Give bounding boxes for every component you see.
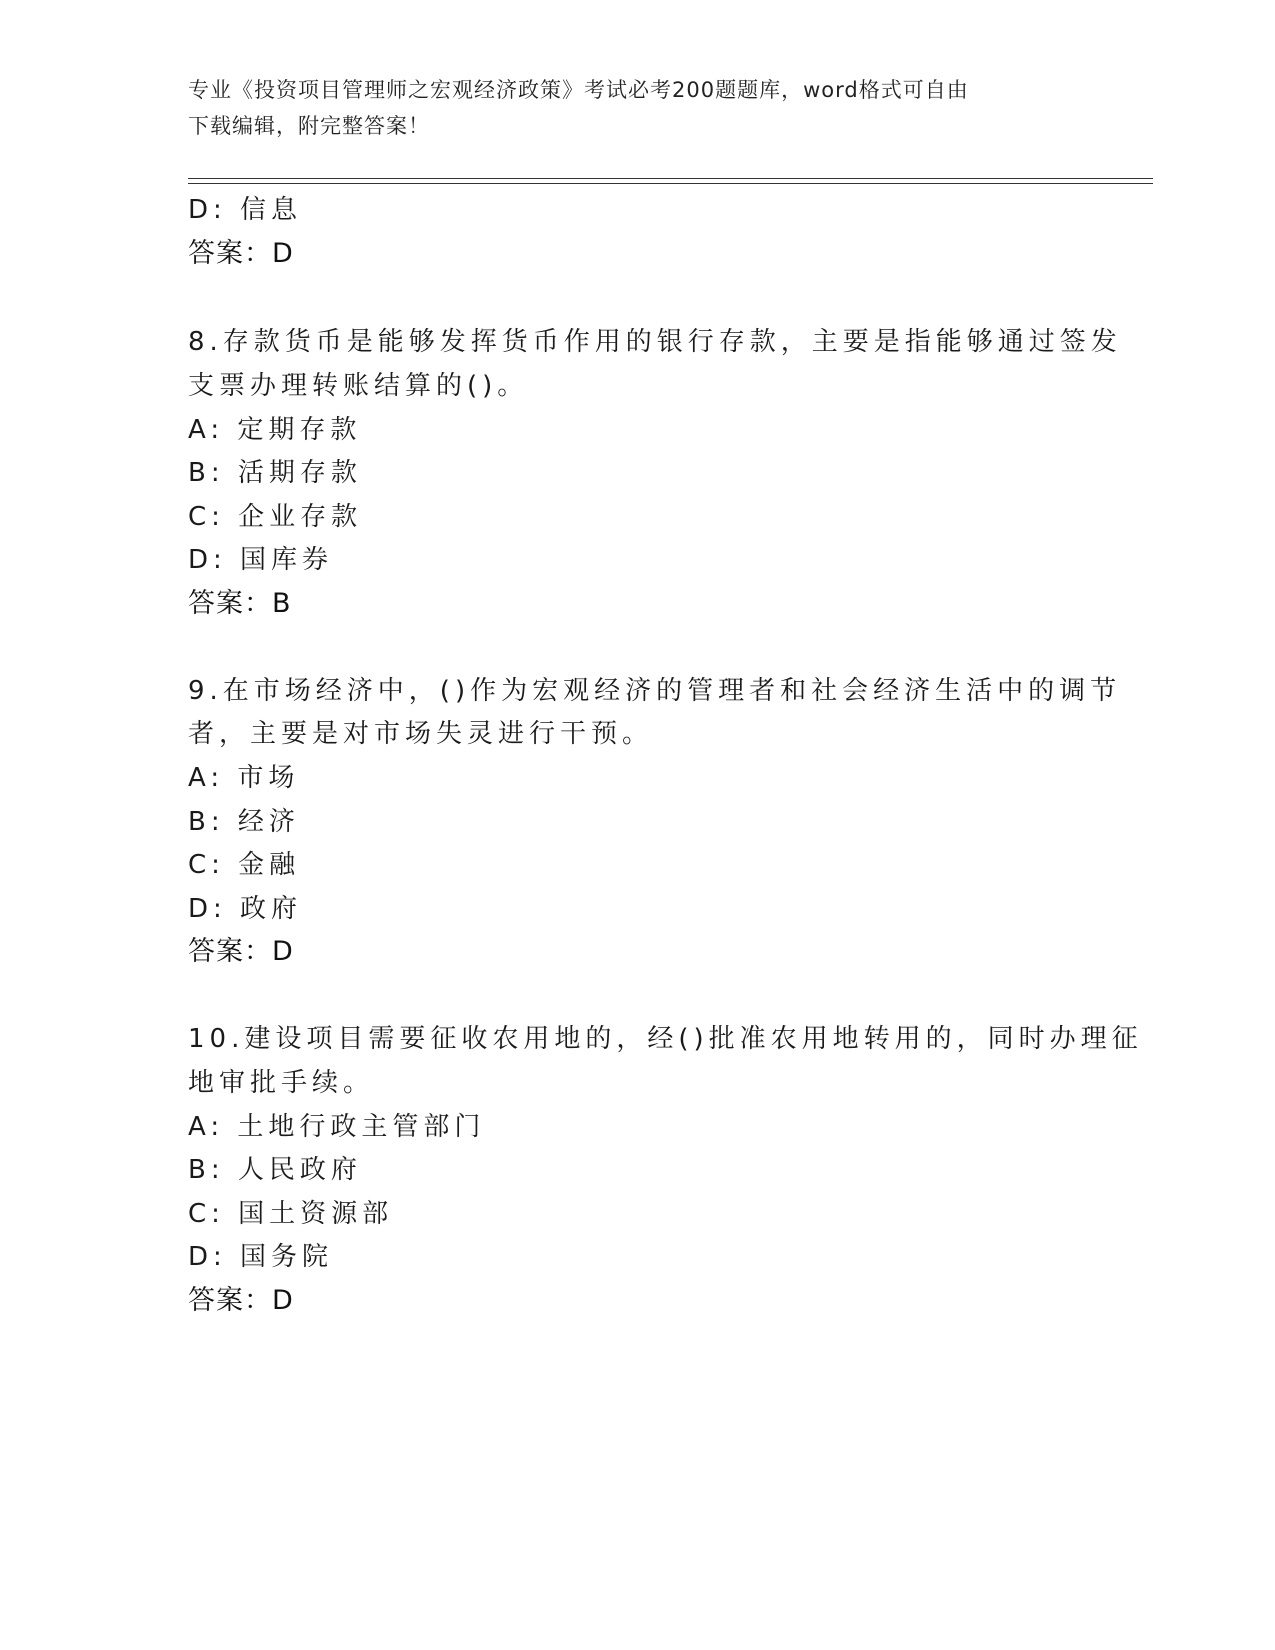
document-header [188, 72, 1068, 144]
question-10-answer: 答案：D [188, 1285, 294, 1316]
header-divider-top [188, 178, 1153, 179]
header-divider-bottom [188, 183, 1153, 184]
question-9-option-d: D: 政府 [188, 894, 303, 924]
question-9-stem-line-2: 者，主要是对市场失灵进行干预。 [188, 719, 654, 749]
question-10-option-a: A: 土地行政主管部门 [188, 1112, 486, 1142]
question-8-answer: 答案：B [188, 588, 292, 619]
question-9-answer: 答案：D [188, 936, 294, 967]
question-10-option-c: C: 国土资源部 [188, 1199, 394, 1229]
prev-option-d: D: 信息 [188, 195, 303, 225]
question-10-stem-line-2: 地审批手续。 [188, 1068, 375, 1098]
header-line-2: 下载编辑，附完整答案！ [188, 114, 430, 138]
prev-answer: 答案：D [188, 238, 294, 269]
question-10-stem-line-1: 10.建设项目需要征收农用地的，经()批准农用地转用的，同时办理征 [188, 1024, 1143, 1054]
question-9-stem-line-1: 9.在市场经济中，()作为宏观经济的管理者和社会经济生活中的调节 [188, 676, 1122, 706]
question-8-option-d: D: 国库券 [188, 545, 334, 575]
question-9-option-c: C: 金融 [188, 850, 301, 880]
question-8-option-c: C: 企业存款 [188, 502, 363, 532]
question-8-stem-line-2: 支票办理转账结算的()。 [188, 371, 529, 401]
question-8-stem-line-1: 8.存款货币是能够发挥货币作用的银行存款，主要是指能够通过签发 [188, 327, 1122, 357]
question-10-option-d: D: 国务院 [188, 1242, 334, 1272]
question-8-option-b: B: 活期存款 [188, 458, 362, 488]
question-9-option-a: A: 市场 [188, 763, 300, 793]
question-8-option-a: A: 定期存款 [188, 415, 362, 445]
question-10-option-b: B: 人民政府 [188, 1155, 362, 1185]
header-line-1: 专业《投资项目管理师之宏观经济政策》考试必考200题题库，word格式可自由 [188, 78, 969, 102]
question-9-option-b: B: 经济 [188, 807, 300, 837]
